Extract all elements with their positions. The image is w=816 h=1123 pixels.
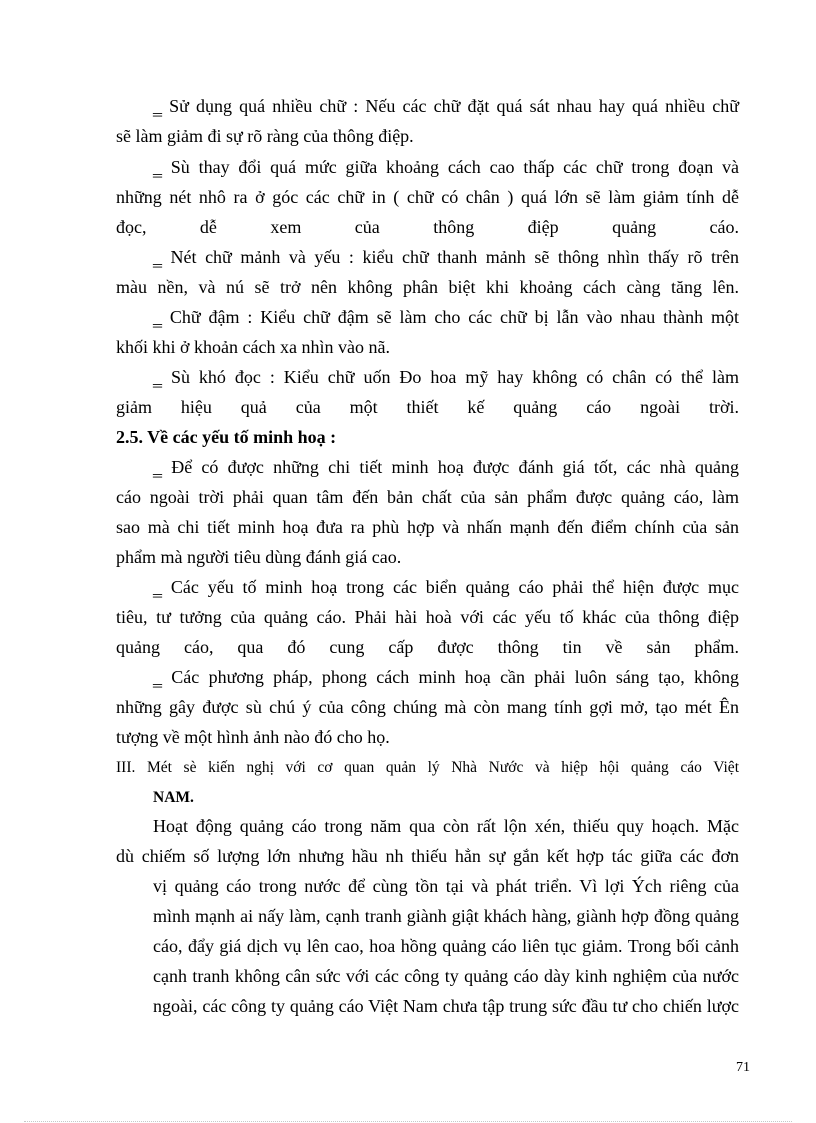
paragraph-line: ‗ Để có được những chi tiết minh hoạ được đánh giá tốt, các nhà quảng: [153, 457, 739, 477]
paragraph-line: ‗ Chữ đậm : Kiểu chữ đậm sẽ làm cho các chữ bị lẫn vào nhau thành một: [153, 307, 739, 327]
paragraph-line: mình mạnh ai nấy làm, cạnh tranh giành giật khách hàng, giành hợp đồng quảng: [153, 906, 739, 926]
paragraph-line: sẽ làm giảm đi sự rõ ràng của thông điệp.: [116, 126, 414, 146]
paragraph-line: ‗ Các phương pháp, phong cách minh hoạ cần phải luôn sáng tạo, không: [153, 667, 739, 687]
paragraph-line: tượng về một hình ảnh nào đó cho họ.: [116, 727, 390, 747]
paragraph-line: sao mà chi tiết minh hoạ đưa ra phù hợp và nhấn mạnh đến điểm chính của sản: [116, 517, 739, 537]
paragraph-line: ‗ Các yếu tố minh hoạ trong các biển quảng cáo phải thể hiện được mục: [153, 577, 739, 597]
section-heading-cont: NAM.: [153, 789, 194, 806]
paragraph-line: vị quảng cáo trong nước để cùng tồn tại và phát triển. Vì lợi Ých riêng của: [153, 876, 739, 896]
paragraph-line: cáo ngoài trời phải quan tâm đến bản chất của sản phẩm được quảng cáo, làm: [116, 487, 739, 507]
paragraph-line: cáo, đẩy giá dịch vụ lên cao, hoa hồng quảng cáo liên tục giảm. Trong bối cảnh: [153, 936, 739, 956]
paragraph-line: dù chiếm số lượng lớn nhưng hầu nh thiếu hẳn sự gắn kết hợp tác giữa các đơn: [116, 846, 739, 866]
paragraph-line: những gây được sù chú ý của công chúng mà còn mang tính gợi mở, tạo mét Ên: [116, 697, 739, 717]
paragraph-line: phẩm mà người tiêu dùng đánh giá cao.: [116, 547, 402, 567]
paragraph-line: ngoài, các công ty quảng cáo Việt Nam chưa tập trung sức đầu tư cho chiến lược: [153, 996, 739, 1016]
paragraph-line: ‗ Sù thay đổi quá mức giữa khoảng cách cao thấp các chữ trong đoạn và: [153, 157, 739, 177]
paragraph-line: giảm hiệu quả của một thiết kế quảng cáo ngoài trời.: [116, 397, 739, 417]
paragraph-line: quảng cáo, qua đó cung cấp được thông tin về sản phẩm.: [116, 637, 739, 657]
paragraph-line: màu nền, và nú sẽ trở nên không phân biệt khi khoảng cách càng tăng lên.: [116, 277, 739, 297]
paragraph-line: những nét nhô ra ở góc các chữ in ( chữ có chân ) quá lớn sẽ làm giảm tính dễ: [116, 187, 739, 207]
paragraph-line: ‗ Nét chữ mảnh và yếu : kiểu chữ thanh mảnh sẽ thông nhìn thấy rõ trên: [153, 247, 739, 267]
paragraph-line: tiêu, tư tưởng của quảng cáo. Phải hài hoà với các yếu tố khác của thông điệp: [116, 607, 739, 627]
paragraph-line: cạnh tranh không cân sức với các công ty quảng cáo dày kinh nghiệm của nước: [153, 966, 739, 986]
paragraph-line: khối khi ở khoản cách xa nhìn vào nã.: [116, 337, 390, 357]
paragraph-line: Hoạt động quảng cáo trong năm qua còn rất lộn xén, thiếu quy hoạch. Mặc: [153, 816, 739, 836]
section-heading: 2.5. Về các yếu tố minh hoạ :: [116, 427, 337, 447]
page-number: 71: [736, 1060, 750, 1075]
section-heading: III. Mét sè kiến nghị với cơ quan quản lý Nhà Nước và hiệp hội quảng cáo Việt: [116, 759, 739, 776]
paragraph-line: ‗ Sù khó đọc : Kiểu chữ uốn Đo hoa mỹ hay không có chân có thể làm: [153, 367, 739, 387]
page-bottom-divider: [24, 1121, 792, 1122]
paragraph-line: ‗ Sử dụng quá nhiều chữ : Nếu các chữ đặt quá sát nhau hay quá nhiều chữ: [153, 96, 739, 116]
paragraph-line: đọc, dễ xem của thông điệp quảng cáo.: [116, 217, 739, 237]
